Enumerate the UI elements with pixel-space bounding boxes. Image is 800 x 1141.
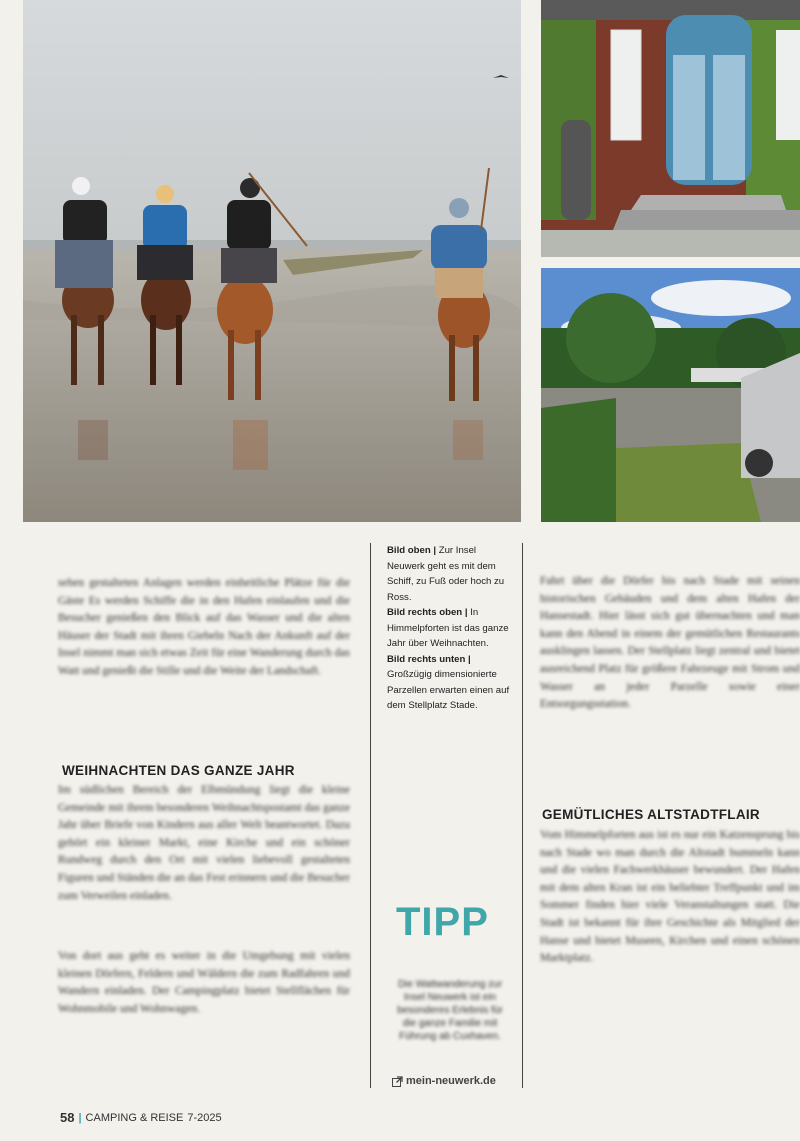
body-text-left-top: sehen gestalteten Anlagen werden einheitliche Plätze für die Gäste Es werden Schiffe die in den Hafen einlaufen und die Besucher genießen den Blick auf das Wasser und die alten Häuser der Stadt mit ihren Giebeln Nach der Ankunft auf der Insel nimmt man sich etwas Zeit für eine Wanderung durch das Watt und genießt die Stille und die Weite der Landschaft. (58, 577, 350, 677)
tipp-text: Die Wattwanderung zur Insel Neuwerk ist ein besonderes Erlebnis für die ganze Familie mit Führung ab Cuxhaven. (397, 979, 503, 1042)
heading-weihnachten: WEIHNACHTEN DAS GANZE JAHR (62, 763, 295, 778)
column-divider-right (522, 543, 523, 1088)
magazine-name: CAMPING & REISE (85, 1111, 184, 1124)
column-divider-left (370, 543, 371, 1088)
page-number: 58 (60, 1110, 75, 1125)
stade-campsite-photo (541, 268, 800, 522)
caption-right-top: Bild rechts oben | In Himmelpforten ist das ganze Jahr über Weihnachten. (387, 607, 509, 649)
body-text-left-mid: Im südlichen Bereich der Elbmündung liegt die kleine Gemeinde mit ihrem besonderen Weihnachtspostamt das ganze Jahr über Briefe von Kindern aus aller Welt beantwortet. Dazu gehört ein kleiner Markt, eine Kirche und ein schöner Rundweg durch den Ort mit vielen liebevoll gestalteten Figuren und Ständen die an das Fest erinnern und die Besucher zum Verweilen einladen. (58, 784, 350, 902)
body-text-right-bottom: Vom Himmelpforten aus ist es nur ein Katzensprung bis nach Stade wo man durch die Altstadt bummeln kann und die vielen Fachwerkhäuser bewundert. Der Hafen mit dem alten Kran ist ein beliebter Treffpunkt und im Sommer finden hier viele Veranstaltungen statt. Die Stadt ist bekannt für ihre Geschichte als Mitglied der Hanse und bietet Museen, Kirchen und einen schönen Marktplatz. (540, 829, 800, 965)
body-text-left-bottom: Von dort aus geht es weiter in die Umgebung mit vielen kleinen Dörfern, Feldern und Wäldern die zum Radfahren und Wandern einladen. Der Campingplatz bietet Stellflächen für Wohnmobile und Wohnwagen. (58, 950, 350, 1015)
himmelpforten-house-photo (541, 0, 800, 257)
heading-altstadtflair: GEMÜTLICHES ALTSTADTFLAIR (542, 807, 760, 822)
page-footer (60, 1110, 222, 1125)
tipp-title: TIPP (396, 900, 489, 944)
issue-number: 7-2025 (187, 1111, 222, 1124)
footer-separator: | (78, 1111, 82, 1124)
caption-right-bottom: Bild rechts unten | Großzügig dimensionierte Parzellen erwarten einen auf dem Stellplatz Stade. (387, 653, 510, 711)
tipp-link-text[interactable]: mein-neuwerk.de (406, 1075, 496, 1087)
body-text-right-top: Fahrt über die Dörfer bis nach Stade mit seinen historischen Gebäuden und dem alten Hafen der Hansestadt. Hier lässt sich gut übernachten und man kann den Abend in einem der gemütlichen Restaurants ausklingen lassen. Der Stellplatz liegt zentral und bietet ausreichend Platz für größere Fahrzeuge mit Strom und Wasser an jeder Parzelle sowie einer Entsorgungsstation. (540, 575, 800, 711)
caption-top: Bild oben | Zur Insel Neuwerk geht es mit dem Schiff, zu Fuß oder hoch zu Ross. (387, 545, 505, 603)
tipp-link[interactable] (392, 1075, 496, 1087)
horse-riders-photo (23, 0, 521, 522)
external-link-icon (392, 1076, 403, 1087)
photo-captions (387, 543, 515, 714)
